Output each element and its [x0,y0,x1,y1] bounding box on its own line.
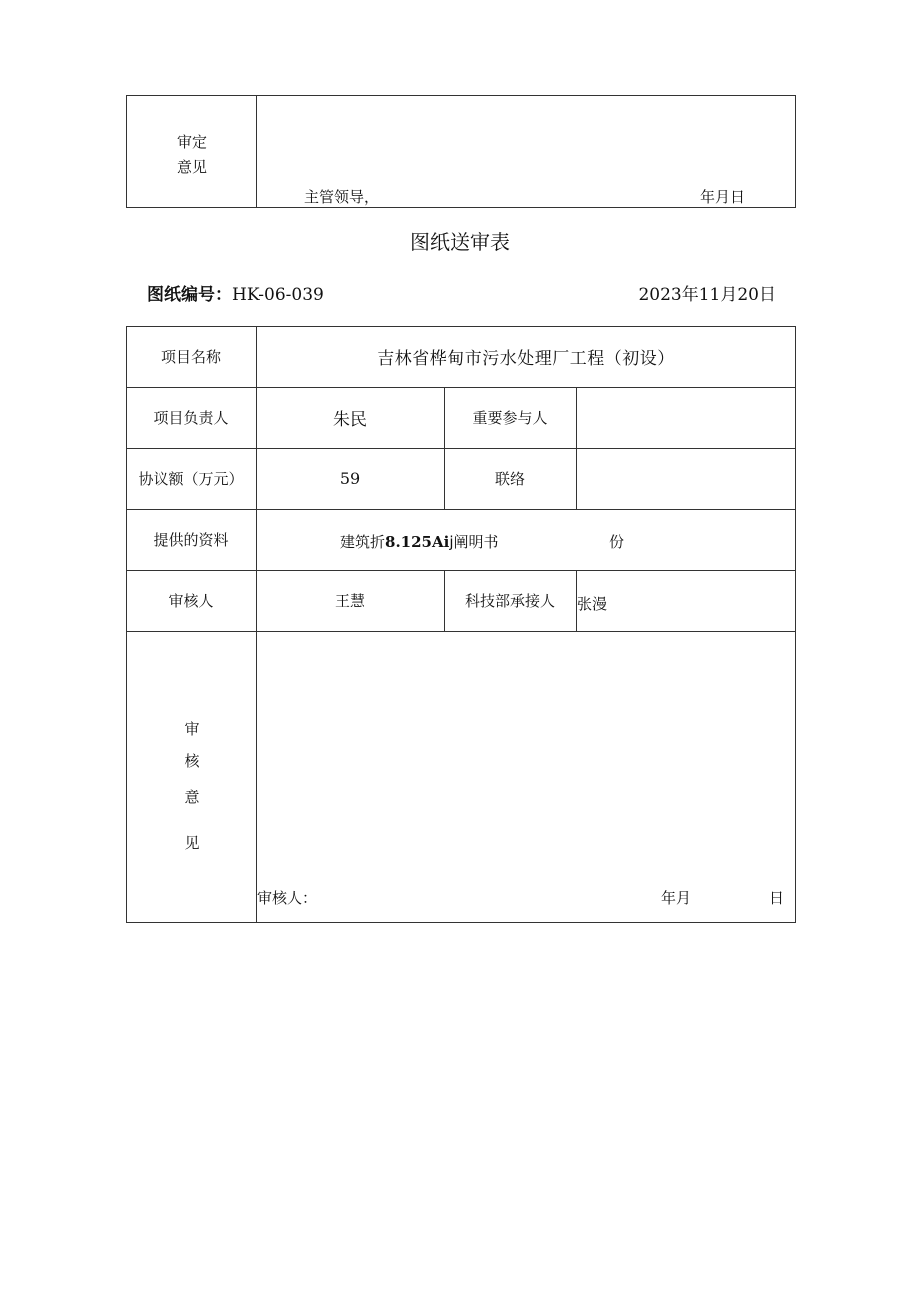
approval-divider [256,95,257,208]
approval-box [126,95,796,208]
materials-value [340,531,499,552]
contact-value [576,448,796,509]
contact-label: 联络 [494,470,525,488]
opinion-label-char-1: 审 [184,720,200,738]
contract-amount-value: 59 [339,469,361,488]
project-lead-value: 朱民 [333,410,367,430]
receiver-label: 科技部承接人 [464,592,555,610]
drawing-number-value: HK-06-039 [232,285,324,305]
participants-value [576,387,796,448]
materials-suffix: j阐明书 [449,533,499,551]
contract-amount-label: 协议额（万元） [138,470,244,488]
receiver-value: 张漫 [577,595,608,613]
opinion-date-year-month: 年月 [661,889,692,907]
opinion-label-char-4: 见 [184,834,200,852]
approval-label-line2: 意见 [176,158,207,176]
leader-signature-label: 主管领导， [304,188,380,206]
opinion-label-char-2: 核 [184,752,200,770]
project-lead-label: 项目负责人 [153,409,229,427]
opinion-reviewer-label: 审核人： [257,889,318,907]
materials-prefix: 建筑折 [340,533,386,551]
participants-label: 重要参与人 [472,409,548,427]
page-title: 图纸送审表 [410,230,510,254]
approval-label-line1: 审定 [176,133,207,151]
reviewer-label: 审核人 [168,592,214,610]
reviewer-value: 王慧 [334,592,365,610]
row-divider [126,631,796,632]
opinion-label-char-3: 意 [184,788,200,806]
form-date: 2023年11月20日 [638,285,776,305]
project-name-value: 吉林省桦甸市污水处理厂工程（初设） [377,349,675,369]
drawing-number [147,280,324,305]
opinion-date-day: 日 [769,889,785,907]
project-name-label: 项目名称 [160,348,221,366]
drawing-number-label: 图纸编号： [147,285,232,305]
approval-date-label: 年月日 [700,188,746,206]
materials-label: 提供的资料 [153,531,229,549]
materials-code: 8.125Ai [385,533,450,551]
materials-unit: 份 [609,533,625,551]
